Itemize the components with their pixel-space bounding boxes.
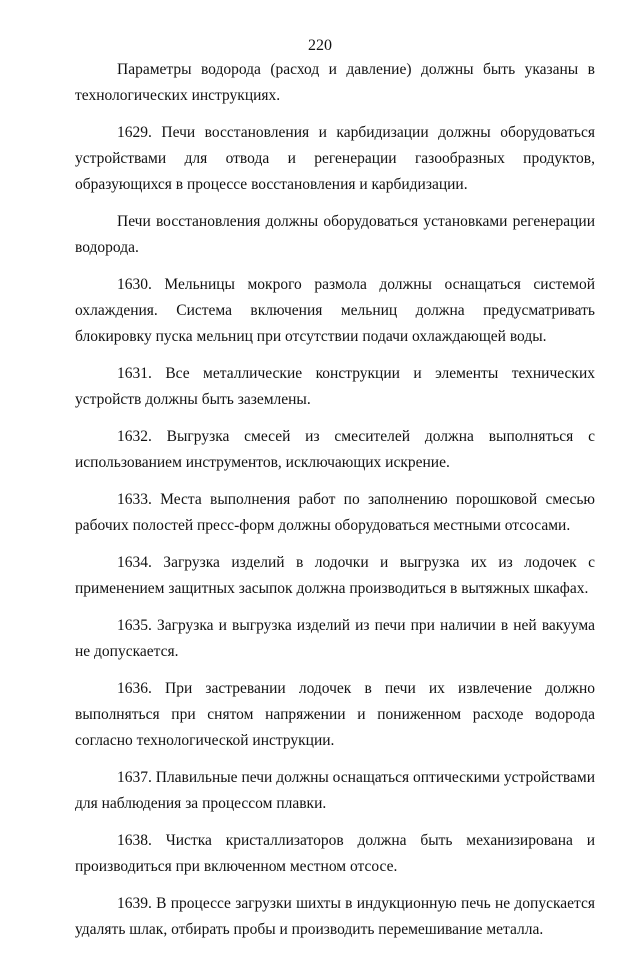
paragraph-1633: 1633. Места выполнения работ по заполнению порошковой смесью рабочих полостей пресс-форм должны оборудоваться местными отсосами. xyxy=(75,491,595,534)
paragraph-1638: 1638. Чистка кристаллизаторов должна быть механизирована и производиться при включенном местном отсосе. xyxy=(75,832,595,875)
paragraph-1639: 1639. В процессе загрузки шихты в индукционную печь не допускается удалять шлак, отбирать пробы и производить перемешивание металла. xyxy=(75,895,595,938)
paragraph-1629: 1629. Печи восстановления и карбидизации должны оборудоваться устройствами для отвода и регенерации газообразных продуктов, образующихся в процессе восстановления и карбидизации. xyxy=(75,124,595,193)
paragraph-hydrogen-params: Параметры водорода (расход и давление) должны быть указаны в технологических инструкциях. xyxy=(75,61,595,104)
paragraph-1631: 1631. Все металлические конструкции и элементы технических устройств должны быть заземлены. xyxy=(75,365,595,408)
page-number: 220 xyxy=(308,37,332,54)
paragraph-1637: 1637. Плавильные печи должны оснащаться оптическими устройствами для наблюдения за процессом плавки. xyxy=(75,769,595,812)
paragraph-1636: 1636. При застревании лодочек в печи их извлечение должно выполняться при снятом напряжении и пониженном расходе водорода согласно технологической инструкции. xyxy=(75,680,595,749)
paragraph-1635: 1635. Загрузка и выгрузка изделий из печи при наличии в ней вакуума не допускается. xyxy=(75,617,595,660)
paragraph-regeneration: Печи восстановления должны оборудоваться установками регенерации водорода. xyxy=(75,213,595,256)
paragraph-1630: 1630. Мельницы мокрого размола должны оснащаться системой охлаждения. Система включения мельниц должна предусматривать блокировку пуска мельниц при отсутствии подачи охлаждающей воды. xyxy=(75,276,595,345)
paragraph-1634: 1634. Загрузка изделий в лодочки и выгрузка их из лодочек с применением защитных засыпок должна производиться в вытяжных шкафах. xyxy=(75,554,595,597)
paragraph-1632: 1632. Выгрузка смесей из смесителей должна выполняться с использованием инструментов, исключающих искрение. xyxy=(75,428,595,471)
document-body xyxy=(75,57,595,954)
